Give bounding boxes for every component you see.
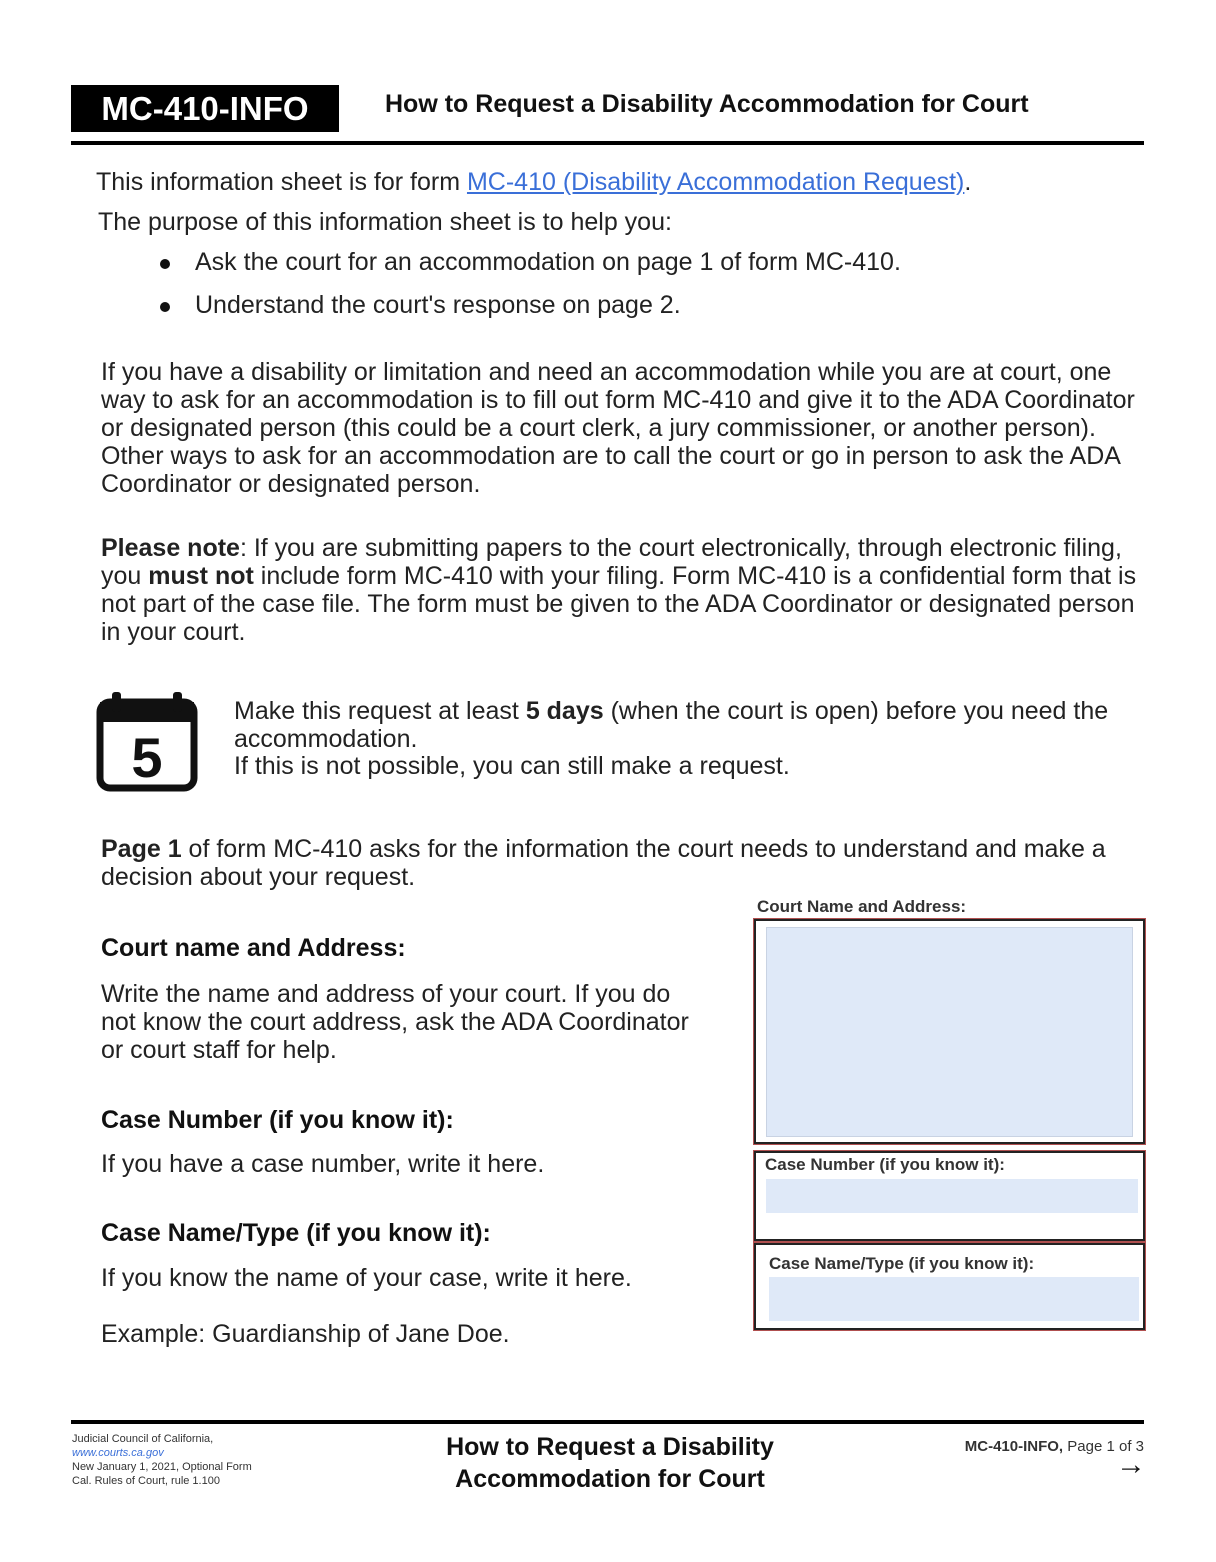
case-number-input[interactable] [766,1179,1138,1213]
footer-title [410,1431,810,1495]
form-id-badge: MC-410-INFO [71,85,339,132]
footer-title-line-2: Accommodation for Court [455,1465,765,1493]
note-text-2: include form MC-410 with your filing. Form MC-410 is a confidential form that is not part of the case file. The form must be given to the ADA Coordinator or designated person in your court. [101,562,1137,646]
page1-text: of form MC-410 asks for the information the court needs to understand and make a decision about your request. [101,835,1106,891]
calendar-icon [96,690,198,792]
footer-title-line-1: How to Request a Disability [446,1433,774,1461]
accommodation-paragraph: If you have a disability or limitation and need an accommodation while you are at court, one way to ask for an accommodation is to fill out form MC-410 and give it to the ADA Coordinator or designated person (this could be a court clerk, a jury commissioner, or another person). Other ways to ask for an accommodation are to call the court or go in person to ask the ADA Coordinator or designated person. [101,358,1135,498]
court-field-label: Court Name and Address: [757,897,967,916]
page1-paragraph [101,835,1141,891]
note-emphasis: must not [148,562,254,590]
page1-emphasis: Page 1 [101,835,182,863]
case-name-text: If you know the name of your case, write it here. [101,1264,632,1292]
court-field-frame [754,919,1145,1144]
court-heading: Court name and Address: [101,934,406,962]
footer-publisher [72,1432,372,1488]
page-title: How to Request a Disability Accommodation for Court [385,90,1029,118]
intro-suffix: . [964,168,972,196]
days-text-1: Make this request at least [234,697,526,725]
case-name-example: Example: Guardianship of Jane Doe. [101,1320,510,1348]
footer-rule [71,1420,1144,1424]
case-name-input[interactable] [769,1277,1139,1321]
case-name-heading: Case Name/Type (if you know it): [101,1219,491,1247]
court-name-input[interactable] [766,927,1133,1137]
case-number-heading: Case Number (if you know it): [101,1106,454,1134]
case-number-frame [754,1151,1145,1241]
bullet-text: Understand the court's response on page 2. [195,291,681,319]
footer-page-number: Page 1 of 3 [1067,1438,1144,1455]
intro-prefix: This information sheet is for form [96,168,461,196]
calendar-number: 5 [131,726,163,789]
days-text-2: (when the court is open) before you need the accommodation. [234,697,1109,753]
intro-purpose: The purpose of this information sheet is to help you: [98,208,672,236]
note-label: Please note [101,534,240,562]
bullet-icon [160,302,170,312]
days-line-2: If this is not possible, you can still make a request. [234,752,790,780]
note-paragraph [101,534,1141,646]
court-text: Write the name and address of your court. If you do not know the court address, ask the ADA Coordinator or court staff for help. [101,980,689,1064]
header-rule [71,141,1144,145]
bullet-item [195,291,1095,319]
bullet-item [195,248,1095,276]
footer-line-4: Cal. Rules of Court, rule 1.100 [72,1475,220,1487]
bullet-icon [160,259,170,269]
bullet-text: Ask the court for an accommodation on page 1 of form MC-410. [195,248,901,276]
next-page-arrow-icon[interactable]: → [1116,1448,1146,1481]
footer-form-id: MC-410-INFO, [964,1438,1064,1455]
days-paragraph [234,697,1134,753]
footer-line-1: Judicial Council of California, [72,1433,214,1445]
case-number-text: If you have a case number, write it here. [101,1150,545,1178]
case-name-frame [754,1243,1145,1330]
footer-website-link[interactable]: www.courts.ca.gov [72,1447,164,1459]
mc410-form-link[interactable]: MC-410 (Disability Accommodation Request) [466,168,965,196]
note-text-1: : If you are submitting papers to the court electronically, through electronic filing, you [101,534,1122,590]
footer-line-3: New January 1, 2021, Optional Form [72,1461,252,1473]
case-name-field-label: Case Name/Type (if you know it): [769,1254,1035,1273]
intro-line [96,168,1146,196]
days-emphasis: 5 days [525,697,604,725]
case-number-field-label: Case Number (if you know it): [765,1155,1005,1174]
